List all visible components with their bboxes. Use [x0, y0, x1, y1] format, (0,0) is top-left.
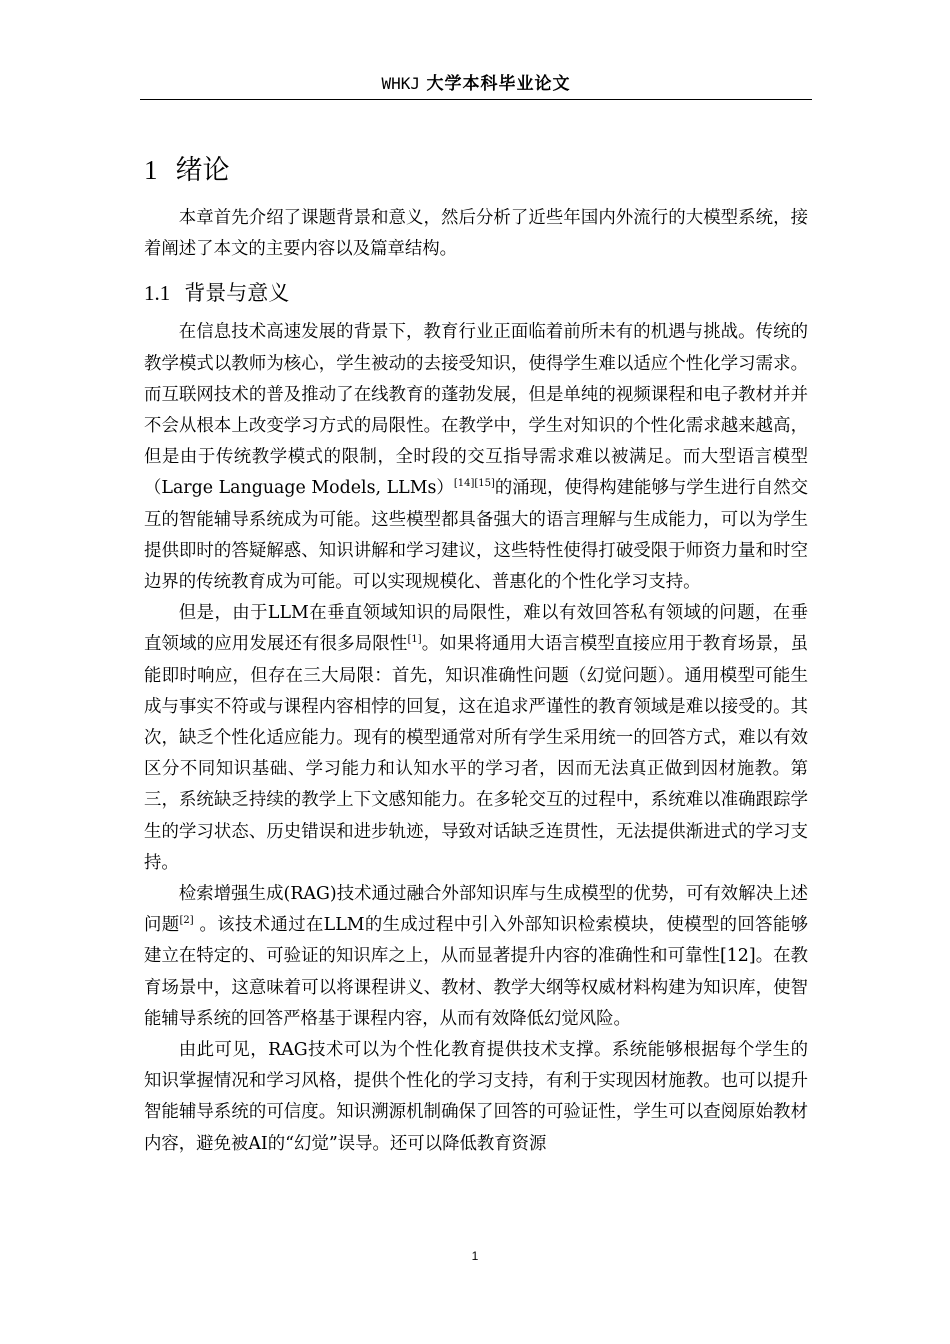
header-rule — [140, 99, 812, 100]
page-number: 1 — [471, 1249, 479, 1263]
paragraph-text: 但是，由于LLM在垂直领域知识的局限性，难以有效回答私有领域的问题，在垂直领域的应用发展还有很多局限性 — [144, 603, 808, 655]
paragraph-summary: 由此可见，RAG技术可以为个性化教育提供技术支撑。系统能够根据每个学生的知识掌握情况和学习风格，提供个性化的学习支持，有利于实现因材施教。也可以提升智能辅导系统的可信度。知识溯源机制确保了回答的可验证性，学生可以查阅原始教材内容，避免被AI的“幻觉”误导。还可以降低教育资源 — [144, 1040, 808, 1154]
section-heading — [144, 277, 808, 309]
header-latin: WHKJ — [381, 74, 421, 93]
chapter-title: 绪论 — [175, 155, 230, 186]
paragraph-text: 。该技术通过在LLM的生成过程中引入外部知识检索模块，使模型的回答能够建立在特定的、可验证的知识库之上，从而显著提升内容的准确性和可靠性[12]。在教育场景中，这意味着可以将课程讲义、教材、教学大纲等权威材料构建为知识库，使智能辅导系统的回答严格基于课程内容，从而有效降低幻觉风险。 — [144, 915, 808, 1029]
chapter-intro: 本章首先介绍了课题背景和意义，然后分析了近些年国内外流行的大模型系统，接着阐述了本文的主要内容以及篇章结构。 — [144, 208, 808, 260]
citation: [15] — [474, 478, 495, 490]
paragraph-text: 。如果将通用大语言模型直接应用于教育场景，虽能即时响应，但存在三大局限：首先，知识准确性问题（幻觉问题）。通用模型可能生成与事实不符或与课程内容相悖的回复，这在追求严谨性的教育领域是难以接受的。其次，缺乏个性化适应能力。现有的模型通常对所有学生采用统一的回答方式，难以有效区分不同知识基础、学习能力和认知水平的学习者，因而无法真正做到因材施教。第三，系统缺乏持续的教学上下文感知能力。在多轮交互的过程中，系统难以准确跟踪学生的学习状态、历史错误和进步轨迹，导致对话缺乏连贯性，无法提供渐进式的学习支持。 — [144, 634, 808, 873]
paragraph-limitations — [144, 598, 808, 879]
paragraph-text: 的涌现，使得构建能够与学生进行自然交互的智能辅导系统成为可能。这些模型都具备强大的语言理解与生成能力，可以为学生提供即时的答疑解惑、知识讲解和学习建议，这些特性使得打破受限于师资力量和时空边界的传统教育成为可能。可以实现规模化、普惠化的个性化学习支持。 — [144, 478, 808, 593]
running-header — [140, 70, 812, 98]
citation: [14] — [453, 478, 475, 490]
page-body — [144, 150, 808, 1160]
paragraph-background — [144, 317, 808, 598]
chapter-heading — [144, 150, 808, 191]
chapter-number: 1 — [144, 155, 158, 185]
paragraph-text: 在信息技术高速发展的背景下，教育行业正面临着前所未有的机遇与挑战。传统的教学模式以教师为核心，学生被动的去接受知识，使得学生难以适应个性化学习需求。而互联网技术的普及推动了在线教育的蓬勃发展，但是单纯的视频课程和电子教材并并不会从根本上改变学习方式的局限性。在教学中，学生对知识的个性化需求越来越高，但是由于传统教学模式的限制，全时段的交互指导需求难以被满足。而大型语言模型（Large Language Models, LLMs） — [144, 322, 808, 499]
paragraph-rag — [144, 879, 808, 1035]
paragraph-text: 检索增强生成(RAG)技术通过融合外部知识库与生成模型的优势，可有效解决上述问题 — [144, 884, 808, 936]
citation: [1] — [407, 634, 422, 646]
section-title: 背景与意义 — [184, 281, 290, 306]
citation: [2] — [179, 915, 194, 927]
section-number: 1.1 — [144, 281, 171, 306]
header-title: 大学本科毕业论文 — [426, 74, 571, 94]
